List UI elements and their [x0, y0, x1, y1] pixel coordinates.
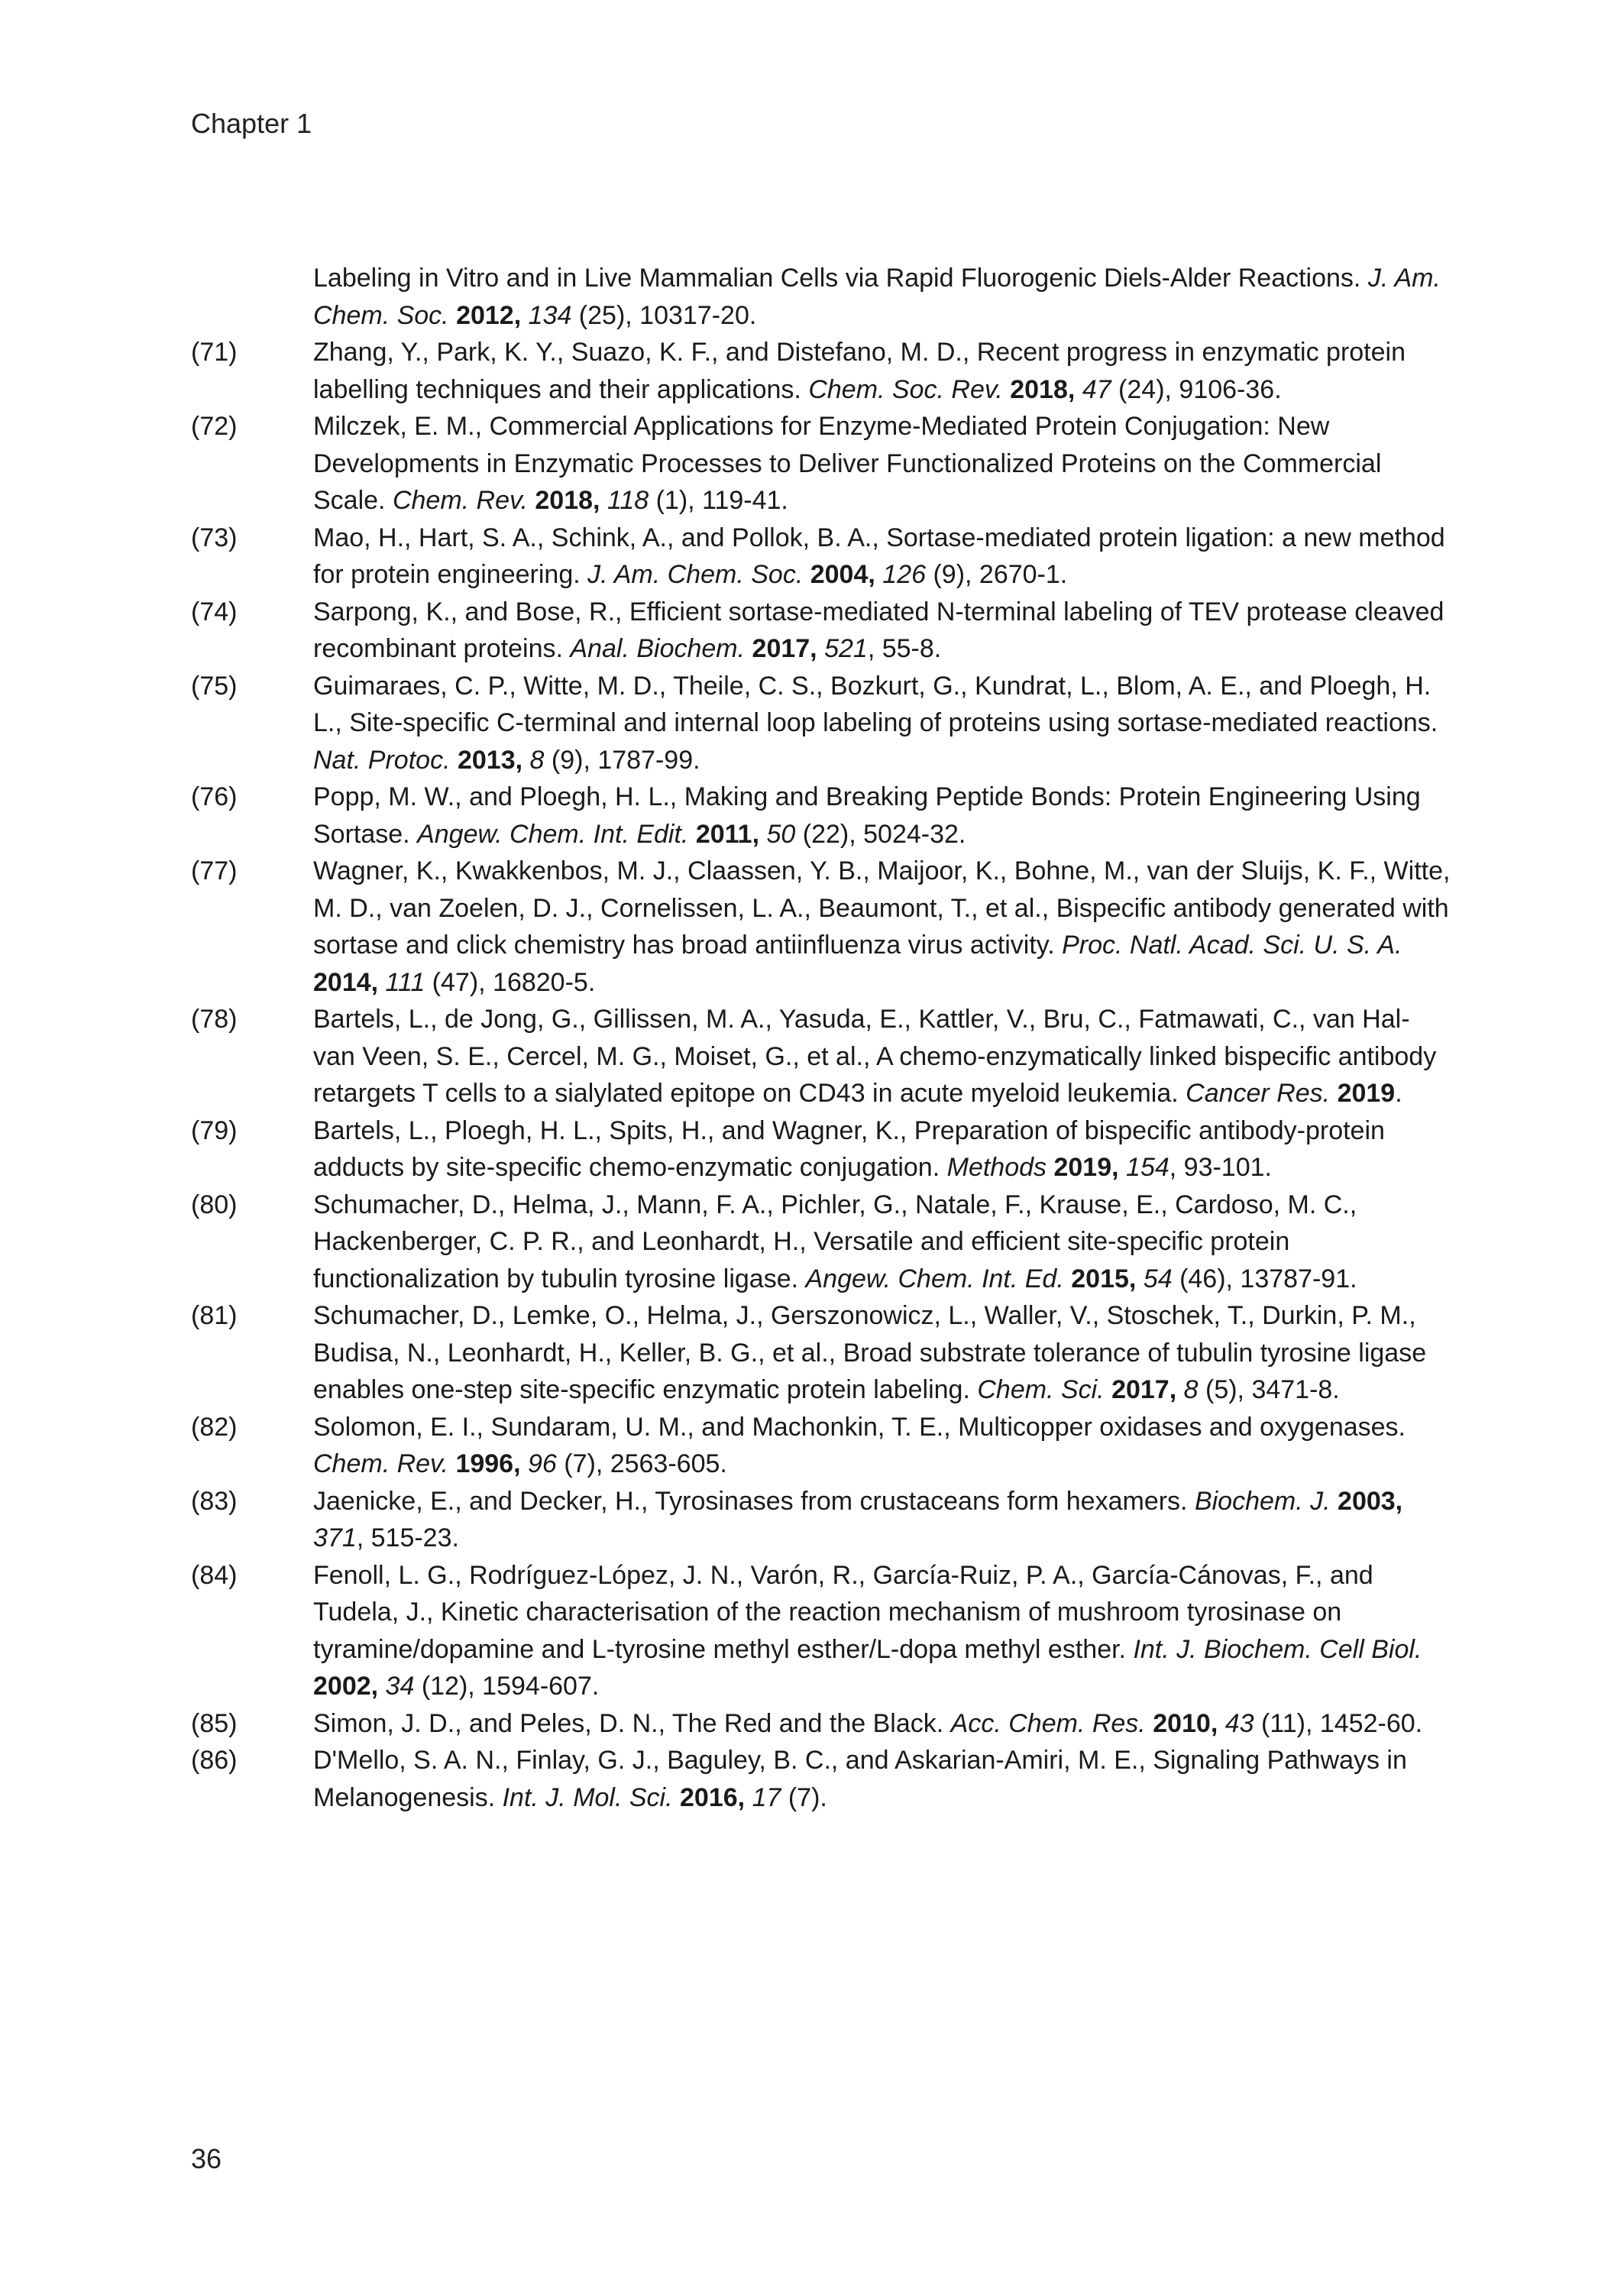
reference-text: [313, 1413, 1406, 1479]
reference-segment: [1136, 1264, 1143, 1293]
reference-year: 2003,: [1338, 1486, 1403, 1516]
reference-italic-segment: 17: [752, 1782, 781, 1812]
reference-segment: [1176, 1375, 1183, 1404]
reference-italic-segment: 118: [607, 486, 649, 515]
reference-segment: D'Mello, S. A. N., Finlay, G. J., Baguley, B. C., and Askarian-Amiri, M. E., Signaling Pathways in Melanogenesis.: [313, 1746, 1407, 1812]
reference-item: [191, 1705, 1451, 1743]
reference-italic-segment: 8: [1183, 1375, 1199, 1404]
reference-segment: (22), 5024-32.: [795, 819, 966, 849]
reference-year: 2015,: [1071, 1264, 1137, 1293]
reference-segment: Mao, H., Hart, S. A., Schink, A., and Pollok, B. A., Sortase-mediated protein ligation: a new method for protein engineering.: [313, 523, 1445, 589]
reference-text: [313, 338, 1406, 404]
reference-segment: Labeling in Vitro and in Live Mammalian Cells via Rapid Fluorogenic Diels-Alder Reactions.: [313, 264, 1368, 293]
reference-year: 2019: [1337, 1079, 1396, 1108]
running-header: Chapter 1: [191, 108, 312, 139]
reference-text: [313, 782, 1421, 849]
reference-segment: (47), 16820-5.: [425, 967, 596, 997]
reference-segment: [1330, 1079, 1337, 1108]
reference-italic-segment: 111: [385, 967, 425, 997]
reference-italic-segment: 50: [766, 819, 796, 849]
reference-number: (76): [191, 782, 238, 811]
reference-item: [191, 1001, 1451, 1112]
reference-year: 2017,: [752, 634, 817, 663]
reference-number: (75): [191, 671, 238, 701]
reference-number: (83): [191, 1486, 238, 1516]
reference-number: (73): [191, 523, 238, 552]
reference-segment: Solomon, E. I., Sundaram, U. M., and Machonkin, T. E., Multicopper oxidases and oxygenases.: [313, 1412, 1406, 1442]
reference-number: (85): [191, 1708, 238, 1738]
reference-italic-segment: Biochem. J.: [1194, 1486, 1331, 1516]
reference-italic-segment: 126: [882, 560, 927, 589]
reference-number: (86): [191, 1746, 238, 1775]
reference-number: (78): [191, 1005, 238, 1034]
reference-year: 2004,: [810, 560, 875, 589]
reference-number: (71): [191, 338, 238, 367]
reference-segment: [875, 560, 882, 589]
reference-year: 1996,: [455, 1449, 521, 1478]
reference-italic-segment: 96: [527, 1449, 557, 1478]
reference-text: [313, 597, 1444, 664]
reference-italic-segment: Chem. Rev.: [313, 1449, 448, 1478]
reference-year: 2002,: [313, 1672, 379, 1701]
reference-year: 2014,: [313, 967, 379, 997]
reference-year: 2012,: [456, 300, 522, 330]
reference-text: [313, 1116, 1385, 1183]
reference-item: [191, 260, 1451, 334]
reference-segment: Fenoll, L. G., Rodríguez-López, J. N., Varón, R., García-Ruiz, P. A., García-Cánovas, F., and Tudela, J., Kinetic characterisation of the reaction mechanism of mushroom tyrosinase on tyramine/dopamine and L-tyrosine methyl esther/L-dopa methyl esther.: [313, 1560, 1373, 1664]
reference-segment: Jaenicke, E., and Decker, H., Tyrosinases from crustaceans form hexamers.: [313, 1486, 1195, 1516]
reference-italic-segment: J. Am. Chem. Soc.: [313, 264, 1441, 330]
reference-text: [313, 264, 1441, 330]
reference-italic-segment: 134: [528, 300, 572, 330]
reference-italic-segment: Nat. Protoc.: [313, 745, 451, 775]
reference-year: 2018,: [535, 486, 600, 515]
reference-segment: [1064, 1264, 1071, 1293]
reference-italic-segment: Int. J. Biochem. Cell Biol.: [1133, 1634, 1422, 1664]
reference-italic-segment: Chem. Soc. Rev.: [808, 374, 1003, 404]
reference-item: [191, 1557, 1451, 1705]
reference-number: (81): [191, 1301, 238, 1330]
reference-text: [313, 672, 1438, 775]
reference-segment: Guimaraes, C. P., Witte, M. D., Theile, C. S., Bozkurt, G., Kundrat, L., Blom, A. E., and Ploegh, H. L., Site-specific C-terminal and internal loop labeling of proteins using sortase-mediated reactions.: [313, 671, 1438, 737]
reference-segment: Popp, M. W., and Ploegh, H. L., Making and Breaking Peptide Bonds: Protein Engineering Using Sortase.: [313, 782, 1421, 849]
reference-segment: [759, 820, 766, 849]
reference-segment: (11), 1452-60.: [1254, 1708, 1423, 1738]
reference-italic-segment: 47: [1082, 374, 1111, 404]
reference-segment: [1075, 375, 1082, 404]
reference-text: [313, 856, 1450, 997]
reference-segment: [521, 301, 528, 330]
reference-italic-segment: 371: [313, 1523, 357, 1552]
reference-number: (77): [191, 856, 238, 885]
reference-segment: [600, 486, 607, 515]
reference-list: [191, 260, 1451, 1816]
reference-segment: (12), 1594-607.: [414, 1672, 600, 1701]
reference-segment: [1105, 1375, 1111, 1404]
reference-segment: (46), 13787-91.: [1172, 1264, 1357, 1293]
reference-italic-segment: Chem. Rev.: [392, 486, 528, 515]
reference-item: [191, 520, 1451, 594]
reference-segment: [1331, 1487, 1338, 1516]
reference-number: (80): [191, 1190, 238, 1219]
reference-italic-segment: J. Am. Chem. Soc.: [587, 560, 804, 589]
reference-segment: [1119, 1153, 1126, 1182]
reference-number: (84): [191, 1560, 238, 1590]
reference-italic-segment: Proc. Natl. Acad. Sci. U. S. A.: [1062, 931, 1402, 960]
reference-italic-segment: Angew. Chem. Int. Edit.: [417, 819, 689, 849]
reference-segment: Wagner, K., Kwakkenbos, M. J., Claassen, Y. B., Maijoor, K., Bohne, M., van der Sluijs, K. F., Witte, M. D., van Zoelen, D. J., Cornelissen, L. A., Beaumont, T., et al., Bispecific antibody generated with sortase and click chemistry has broad antiinfluenza virus activity.: [313, 856, 1451, 960]
reference-text: [313, 1301, 1426, 1404]
reference-segment: Bartels, L., de Jong, G., Gillissen, M. A., Yasuda, E., Kattler, V., Bru, C., Fatmawati, C., van Hal-van Veen, S. E., Cercel, M. G., Moiset, G., et al., A chemo-enzymatically linked bispecific antibody retargets T cells to a sialylated epitope on CD43 in acute myeloid leukemia.: [313, 1005, 1437, 1108]
reference-text: [313, 412, 1381, 515]
reference-text: [313, 1005, 1436, 1108]
reference-segment: [451, 746, 458, 775]
reference-item: [191, 1112, 1451, 1186]
reference-segment: (25), 10317-20.: [571, 300, 757, 330]
reference-segment: [528, 486, 535, 515]
reference-segment: (7), 2563-605.: [556, 1449, 727, 1478]
reference-italic-segment: 43: [1224, 1708, 1254, 1738]
reference-segment: , 55-8.: [867, 634, 942, 663]
reference-segment: (5), 3471-8.: [1198, 1375, 1340, 1404]
reference-text: [313, 1561, 1422, 1701]
reference-year: 2010,: [1153, 1708, 1218, 1738]
reference-italic-segment: 34: [385, 1672, 415, 1701]
reference-segment: [817, 634, 824, 663]
reference-segment: [688, 820, 695, 849]
reference-year: 2016,: [680, 1782, 746, 1812]
reference-segment: Bartels, L., Ploegh, H. L., Spits, H., and Wagner, K., Preparation of bispecific antibody-protein adducts by site-specific chemo-enzymatic conjugation.: [313, 1115, 1385, 1182]
reference-text: [313, 1487, 1402, 1553]
reference-segment: [745, 1783, 752, 1812]
reference-item: [191, 853, 1451, 1001]
reference-text: [313, 1190, 1357, 1293]
reference-item: [191, 1186, 1451, 1298]
reference-segment: [521, 1449, 528, 1478]
reference-segment: [803, 560, 810, 589]
reference-year: 2018,: [1010, 374, 1076, 404]
reference-segment: [449, 301, 456, 330]
reference-italic-segment: 54: [1143, 1264, 1173, 1293]
reference-segment: [1003, 375, 1010, 404]
reference-item: [191, 1483, 1451, 1557]
reference-italic-segment: Acc. Chem. Res.: [950, 1708, 1146, 1738]
reference-segment: , 515-23.: [356, 1523, 459, 1552]
reference-text: [313, 523, 1445, 590]
reference-segment: Simon, J. D., and Peles, D. N., The Red and the Black.: [313, 1708, 951, 1738]
reference-italic-segment: Anal. Biochem.: [570, 634, 746, 663]
reference-segment: [745, 634, 752, 663]
reference-segment: [1218, 1709, 1224, 1738]
reference-italic-segment: Methods: [946, 1153, 1047, 1182]
reference-text: [313, 1746, 1407, 1812]
reference-segment: Schumacher, D., Helma, J., Mann, F. A., Pichler, G., Natale, F., Krause, E., Cardoso, M. C., Hackenberger, C. P. R., and Leonhardt, H., Versatile and efficient site-specific protein functionalization by tubulin tyrosine ligase.: [313, 1190, 1357, 1293]
reference-segment: , 93-101.: [1169, 1153, 1272, 1182]
reference-number: (74): [191, 597, 238, 626]
reference-number: (82): [191, 1412, 238, 1442]
reference-segment: (9), 2670-1.: [926, 560, 1068, 589]
reference-text: [313, 1709, 1422, 1738]
reference-segment: [378, 1672, 385, 1701]
page-number: 36: [191, 2143, 222, 2174]
reference-segment: [522, 746, 529, 775]
reference-segment: (7).: [781, 1782, 827, 1812]
reference-segment: [673, 1783, 680, 1812]
reference-year: 2017,: [1111, 1375, 1177, 1404]
reference-segment: Zhang, Y., Park, K. Y., Suazo, K. F., and Distefano, M. D., Recent progress in enzymatic protein labelling techniques and their applications.: [313, 338, 1406, 404]
reference-year: 2013,: [457, 745, 523, 775]
reference-segment: Schumacher, D., Lemke, O., Helma, J., Gerszonowicz, L., Waller, V., Stoschek, T., Durkin, P. M., Budisa, N., Leonhardt, H., Keller, B. G., et al., Broad substrate tolerance of tubulin tyrosine ligase enables one-step site-specific enzymatic protein labeling.: [313, 1301, 1427, 1404]
reference-italic-segment: 8: [529, 745, 545, 775]
reference-italic-segment: 154: [1126, 1153, 1169, 1182]
reference-segment: (1), 119-41.: [649, 486, 788, 515]
reference-year: 2019,: [1053, 1153, 1119, 1182]
reference-italic-segment: 521: [824, 634, 868, 663]
reference-segment: (9), 1787-99.: [544, 745, 700, 775]
reference-number: (79): [191, 1115, 238, 1145]
reference-item: [191, 1409, 1451, 1483]
reference-number: (72): [191, 412, 238, 441]
reference-segment: Sarpong, K., and Bose, R., Efficient sortase-mediated N-terminal labeling of TEV protease cleaved recombinant proteins.: [313, 597, 1444, 663]
reference-item: [191, 668, 1451, 779]
reference-item: [191, 334, 1451, 408]
reference-segment: .: [1395, 1079, 1402, 1108]
reference-segment: [378, 968, 385, 997]
reference-item: [191, 1742, 1451, 1816]
reference-segment: [1146, 1709, 1153, 1738]
reference-italic-segment: Chem. Sci.: [977, 1375, 1105, 1404]
reference-italic-segment: Angew. Chem. Int. Ed.: [805, 1264, 1064, 1293]
reference-year: 2011,: [695, 819, 760, 849]
reference-item: [191, 1297, 1451, 1409]
reference-segment: Milczek, E. M., Commercial Applications for Enzyme-Mediated Protein Conjugation: New Developments in Enzymatic Processes to Deliver Functionalized Proteins on the Commercial Scale.: [313, 412, 1382, 515]
reference-italic-segment: Cancer Res.: [1186, 1079, 1331, 1108]
reference-italic-segment: Int. J. Mol. Sci.: [502, 1782, 673, 1812]
reference-item: [191, 408, 1451, 520]
reference-item: [191, 779, 1451, 853]
reference-segment: (24), 9106-36.: [1111, 374, 1282, 404]
reference-item: [191, 594, 1451, 668]
